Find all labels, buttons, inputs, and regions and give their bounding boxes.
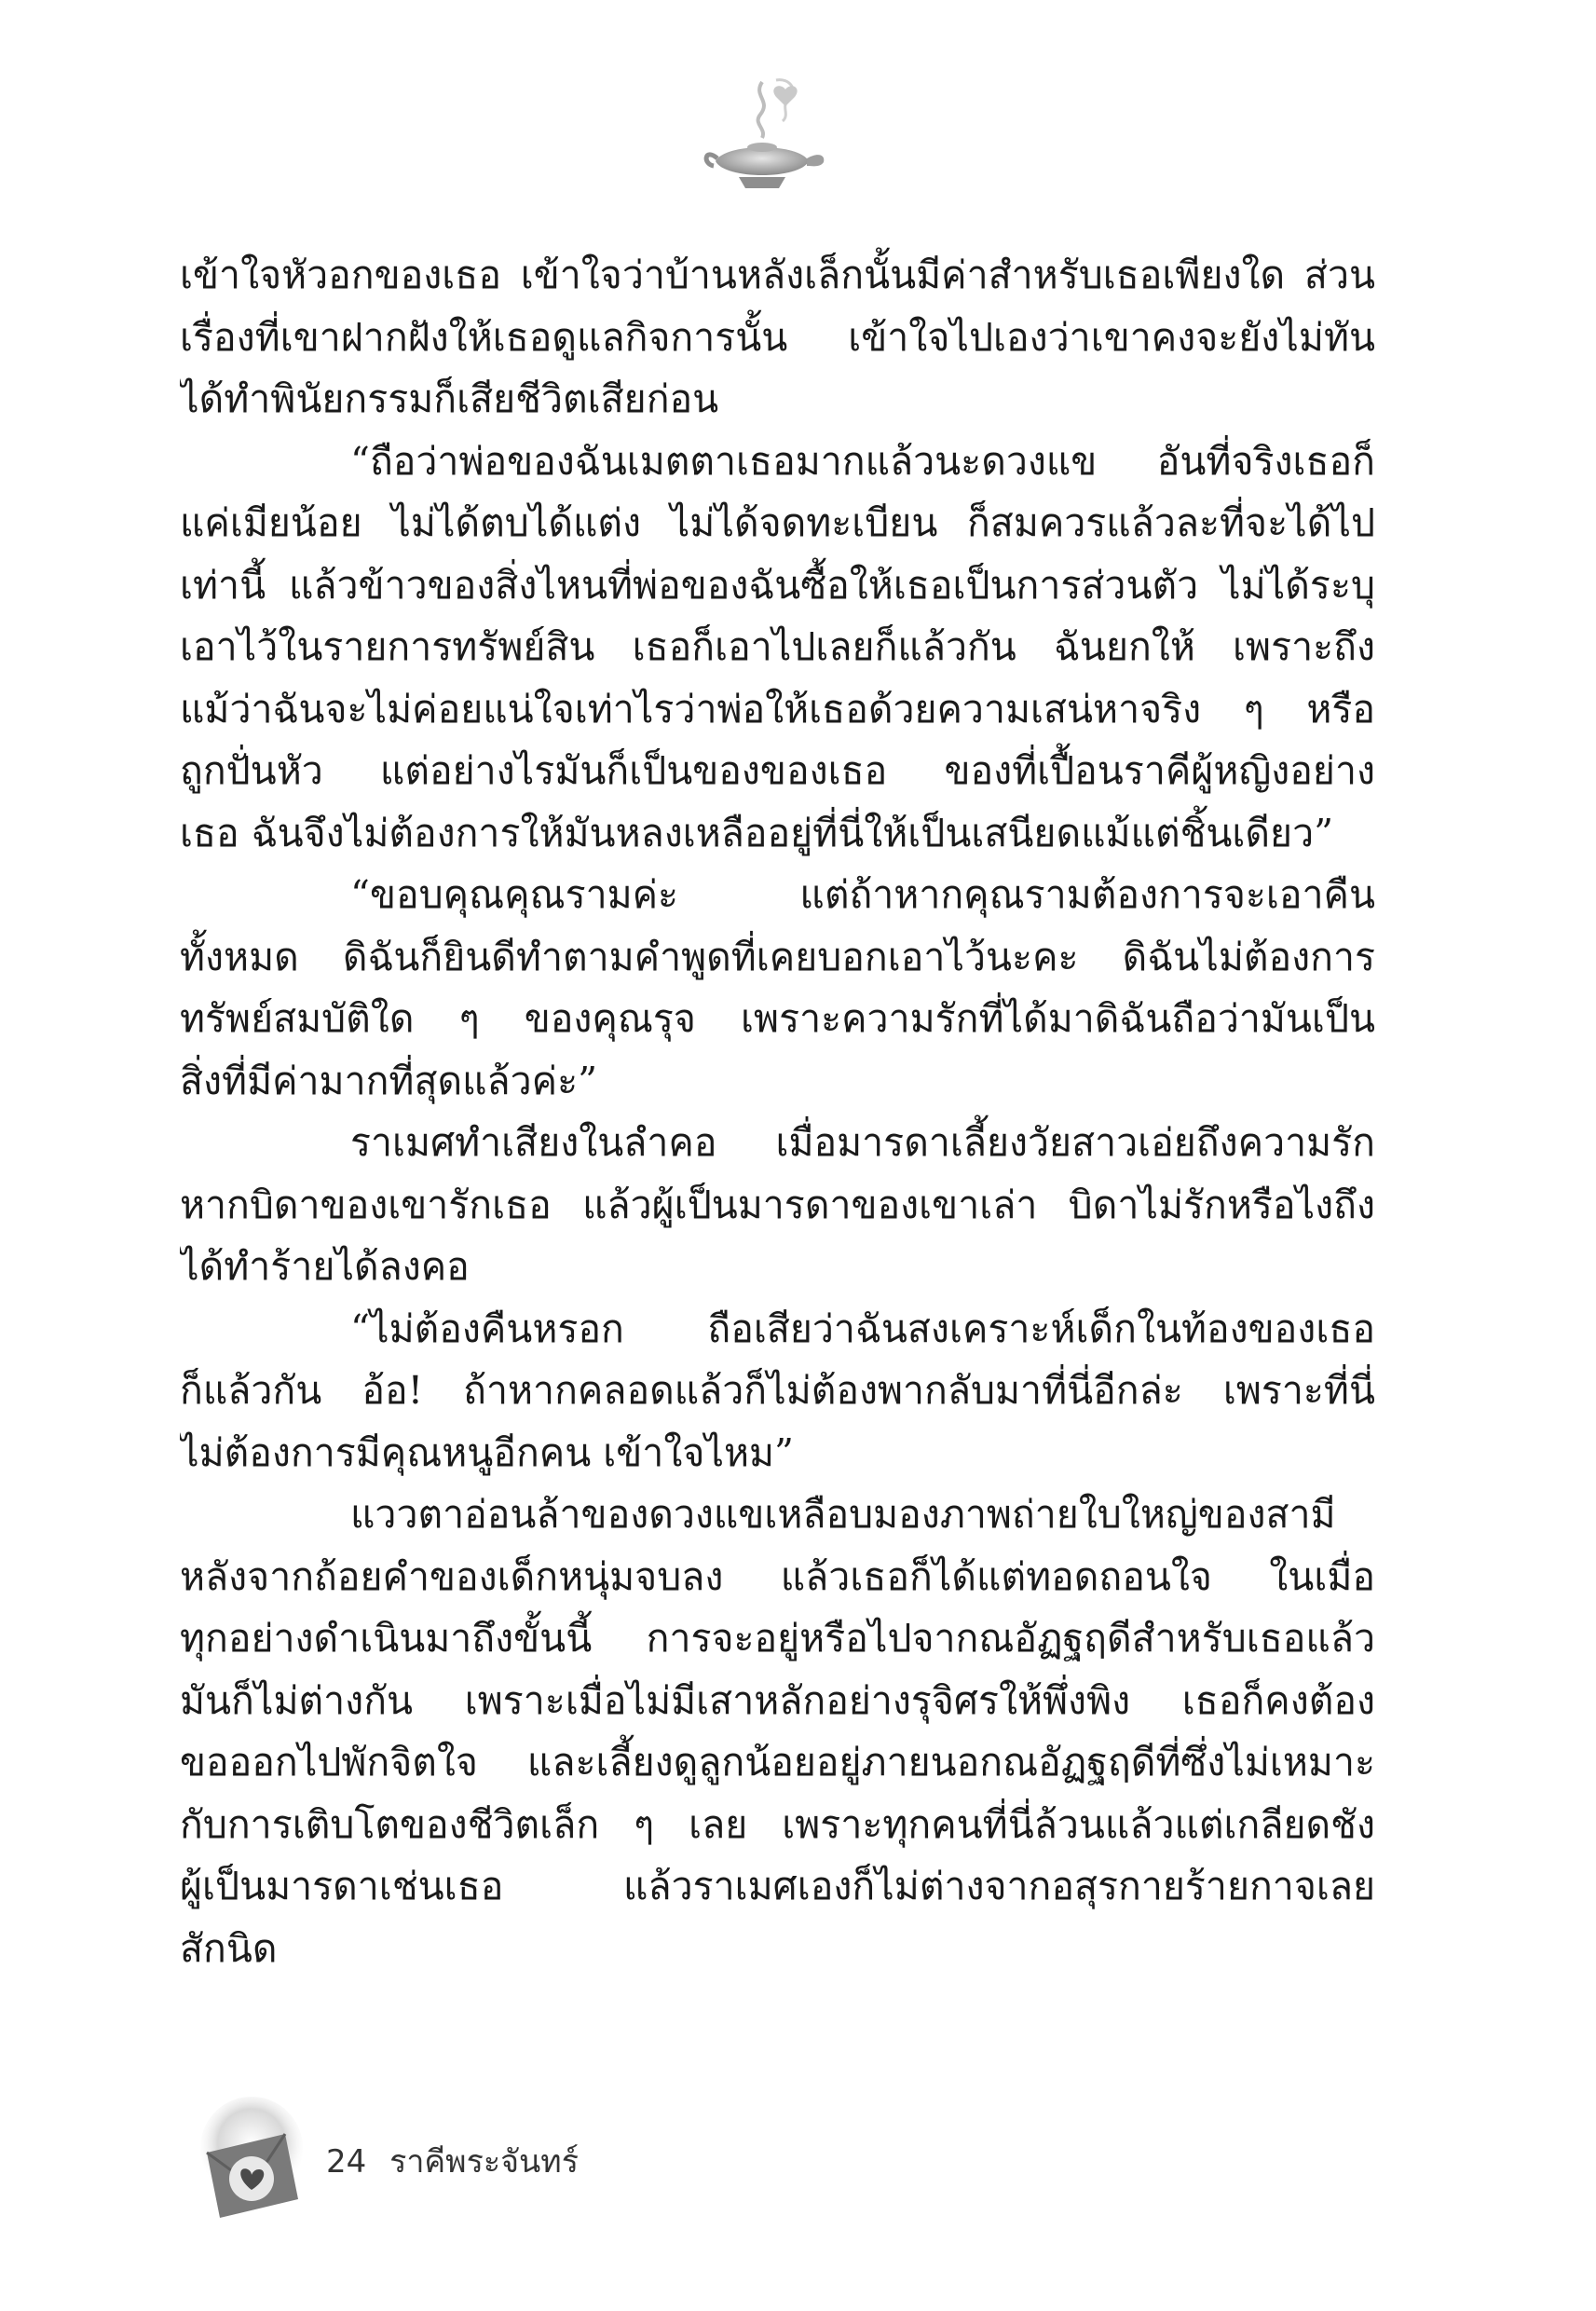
text-line: ราเมศทำเสียงในลำคอ เมื่อมารดาเลี้ยงวัยสาวเอ่ยถึงความรัก [350, 1120, 1375, 1165]
text-line: เธอ ฉันจึงไม่ต้องการให้มันหลงเหลืออยู่ที่นี่ให้เป็นเสนียดแม้แต่ชิ้นเดียว” [180, 810, 1334, 855]
text-line: “ถือว่าพ่อของฉันเมตตาเธอมากแล้วนะดวงแข อันที่จริงเธอก็ [350, 438, 1375, 484]
text-line: หลังจากถ้อยคำของเด็กหนุ่มจบลง แล้วเธอก็ได้แต่ทอดถอนใจ ในเมื่อ [180, 1553, 1375, 1599]
text-line: ไม่ต้องการมีคุณหนูอีกคน เข้าใจไหม” [180, 1429, 795, 1475]
text-line: สิ่งที่มีค่ามากที่สุดแล้วค่ะ” [180, 1058, 598, 1103]
text-line: “ขอบคุณคุณรามค่ะ แต่ถ้าหากคุณรามต้องการจะเอาคืน [350, 872, 1375, 917]
text-line: สักนิด [180, 1925, 278, 1971]
book-title: ราคีพระจันทร์ [389, 2143, 579, 2181]
text-line: ผู้เป็นมารดาเช่นเธอ แล้วราเมศเองก็ไม่ต่างจากอสุรกายร้ายกาจเลย [180, 1864, 1375, 1908]
text-line: แววตาอ่อนล้าของดวงแขเหลือบมองภาพถ่ายใบใหญ่ของสามี [350, 1492, 1336, 1537]
text-line: ได้ทำร้ายได้ลงคอ [180, 1244, 470, 1289]
text-line: ขอออกไปพักจิตใจ และเลี้ยงดูลูกน้อยอยู่ภายนอกณอัฏฐฤดีที่ซึ่งไม่เหมาะ [180, 1740, 1375, 1785]
text-line: เรื่องที่เขาฝากฝังให้เธอดูแลกิจการนั้น เข้าใจไปเองว่าเขาคงจะยังไม่ทัน [180, 314, 1375, 360]
text-line: “ไม่ต้องคืนหรอก ถือเสียว่าฉันสงเคราะห์เด็กในท้องของเธอ [350, 1306, 1375, 1351]
text-line: แม้ว่าฉันจะไม่ค่อยแน่ใจเท่าไรว่าพ่อให้เธอด้วยความเสน่หาจริง ๆ หรือ [180, 686, 1375, 732]
text-line: ได้ทำพินัยกรรมก็เสียชีวิตเสียก่อน [180, 376, 719, 421]
text-line: เท่านี้ แล้วข้าวของสิ่งไหนที่พ่อของฉันซื้อให้เธอเป็นการส่วนตัว ไม่ได้ระบุ [180, 562, 1375, 608]
text-line: ถูกปั่นหัว แต่อย่างไรมันก็เป็นของของเธอ ของที่เปื้อนราคีผู้หญิงอย่าง [180, 748, 1375, 793]
text-line: เข้าใจหัวอกของเธอ เข้าใจว่าบ้านหลังเล็กนั้นมีค่าสำหรับเธอเพียงใด ส่วน [180, 253, 1375, 297]
text-line: แค่เมียน้อย ไม่ได้ตบได้แต่ง ไม่ได้จดทะเบียน ก็สมควรแล้วละที่จะได้ไป [180, 500, 1375, 545]
text-line: หากบิดาของเขารักเธอ แล้วผู้เป็นมารดาของเขาเล่า บิดาไม่รักหรือไงถึง [180, 1182, 1375, 1227]
text-line: กับการเติบโตของชีวิตเล็ก ๆ เลย เพราะทุกคนที่นี่ล้วนแล้วแต่เกลียดชัง [180, 1801, 1375, 1847]
envelope-heart-icon [196, 2097, 307, 2227]
page-number: 24 [326, 2143, 367, 2181]
text-line: เอาไว้ในรายการทรัพย์สิน เธอก็เอาไปเลยก็แล้วกัน ฉันยกให้ เพราะถึง [180, 624, 1375, 669]
text-line: ทั้งหมด ดิฉันก็ยินดีทำตามคำพูดที่เคยบอกเอาไว้นะคะ ดิฉันไม่ต้องการ [180, 934, 1375, 979]
text-line: มันก็ไม่ต่างกัน เพราะเมื่อไม่มีเสาหลักอย่างรุจิศรให้พึ่งพิง เธอก็คงต้อง [180, 1677, 1375, 1723]
footer-caption [326, 2136, 592, 2186]
text-line: ทรัพย์สมบัติใด ๆ ของคุณรุจ เพราะความรักที่ได้มาดิฉันถือว่ามันเป็น [180, 996, 1375, 1041]
body-text [180, 244, 1375, 1979]
magic-lamp-icon [697, 73, 827, 203]
text-line: ทุกอย่างดำเนินมาถึงขั้นนี้ การจะอยู่หรือไปจากณอัฏฐฤดีสำหรับเธอแล้ว [180, 1616, 1375, 1661]
text-line: ก็แล้วกัน อ้อ! ถ้าหากคลอดแล้วก็ไม่ต้องพากลับมาที่นี่อีกล่ะ เพราะที่นี่ [180, 1368, 1375, 1413]
page-footer [186, 2097, 745, 2236]
